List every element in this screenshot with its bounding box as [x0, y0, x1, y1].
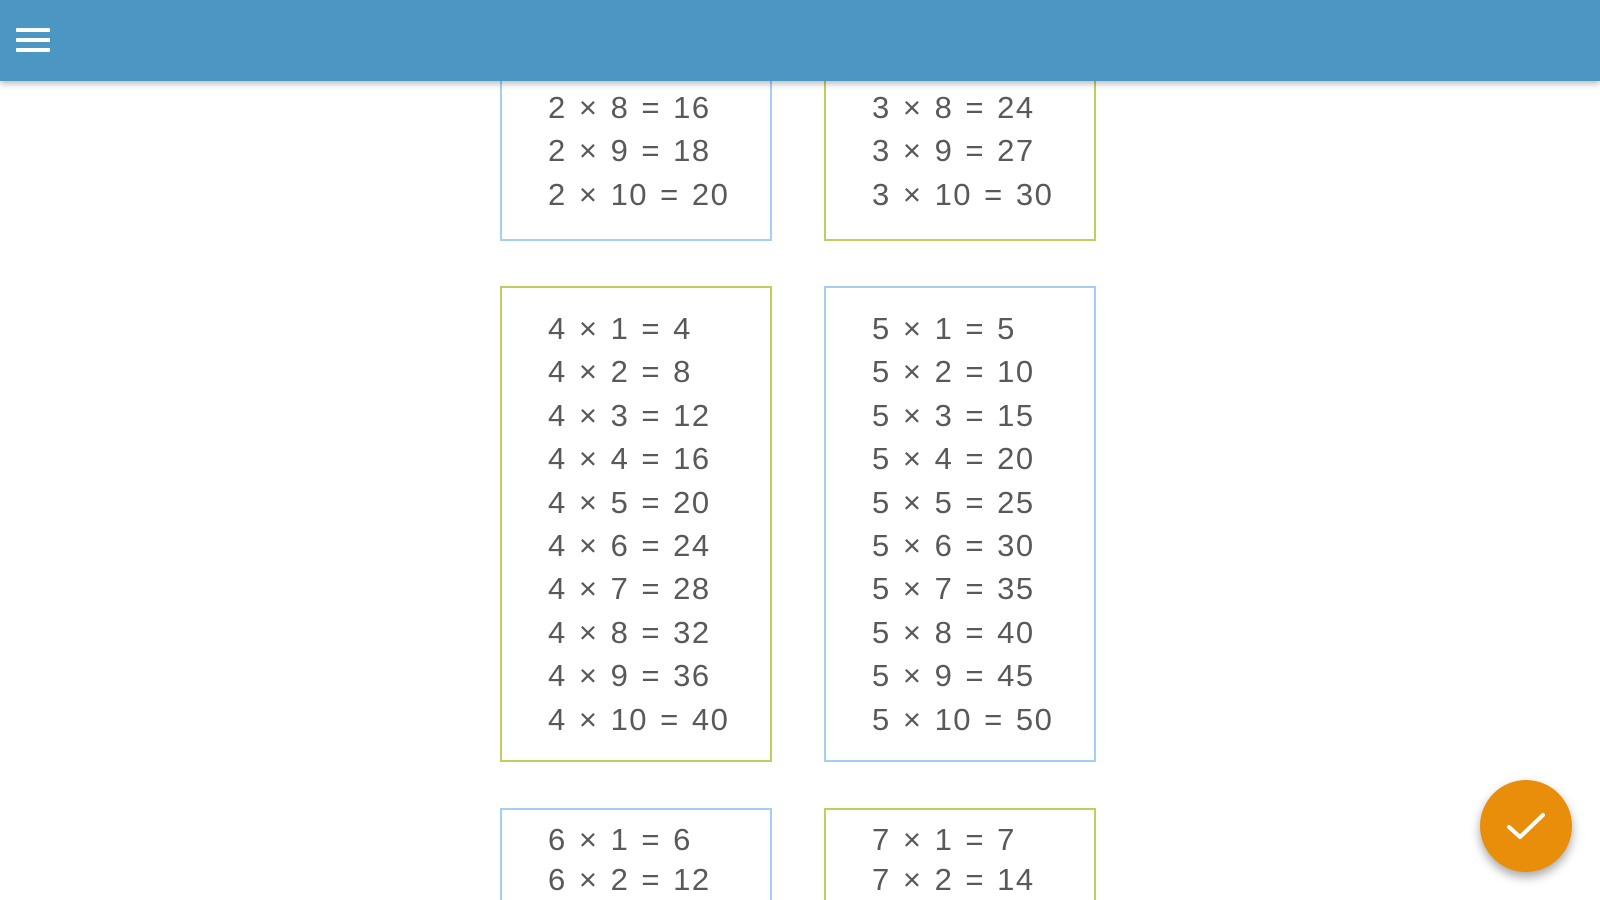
table-line: 5 × 5 = 25 [872, 484, 1035, 520]
table-line: 5 × 6 = 30 [872, 527, 1035, 563]
table-line: 4 × 10 = 40 [548, 701, 730, 737]
table-line: 5 × 10 = 50 [872, 701, 1054, 737]
table-card-6 [500, 808, 772, 900]
table-line: 4 × 1 = 4 [548, 311, 692, 346]
table-line: 4 × 2 = 8 [548, 354, 692, 390]
table-line: 5 × 9 = 45 [872, 658, 1035, 694]
table-line: 4 × 8 = 32 [548, 614, 711, 650]
table-line: 5 × 8 = 40 [872, 614, 1035, 650]
table-card-7 [824, 808, 1096, 900]
table-line: 6 × 2 = 12 [548, 862, 711, 897]
table-line: 4 × 4 = 16 [548, 441, 711, 477]
table-line: 2 × 8 = 16 [548, 90, 711, 125]
table-line: 6 × 1 = 6 [548, 822, 692, 857]
table-line: 5 × 1 = 5 [872, 311, 1016, 346]
table-line: 5 × 3 = 15 [872, 397, 1035, 433]
table-card-5 [824, 286, 1096, 762]
table-line: 4 × 9 = 36 [548, 658, 711, 694]
table-line: 4 × 3 = 12 [548, 397, 711, 433]
table-line: 4 × 6 = 24 [548, 527, 711, 563]
app-bar [0, 0, 1600, 81]
table-line: 2 × 10 = 20 [548, 176, 730, 212]
table-line: 3 × 10 = 30 [872, 176, 1054, 212]
table-line: 5 × 2 = 10 [872, 354, 1035, 390]
table-line: 5 × 7 = 35 [872, 571, 1035, 607]
hamburger-menu-icon[interactable] [14, 24, 52, 58]
table-line: 7 × 1 = 7 [872, 822, 1016, 857]
table-line: 3 × 9 = 27 [872, 133, 1035, 169]
table-line: 4 × 5 = 20 [548, 484, 711, 520]
table-line: 3 × 8 = 24 [872, 90, 1035, 125]
check-icon [1504, 804, 1548, 848]
table-line: 4 × 7 = 28 [548, 571, 711, 607]
table-line: 2 × 9 = 18 [548, 133, 711, 169]
confirm-fab-button[interactable] [1480, 780, 1572, 872]
table-line: 5 × 4 = 20 [872, 441, 1035, 477]
table-line: 7 × 2 = 14 [872, 862, 1035, 897]
table-card-4 [500, 286, 772, 762]
